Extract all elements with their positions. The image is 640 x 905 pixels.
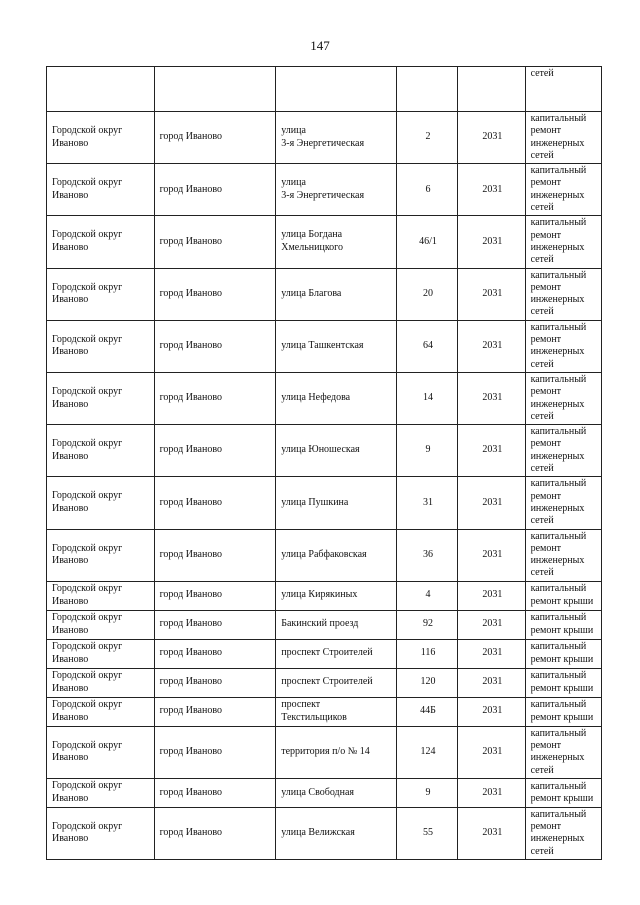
year-cell: 2031	[458, 216, 525, 268]
city-cell: город Иваново	[154, 164, 276, 216]
year-cell: 2031	[458, 668, 525, 697]
table-row	[47, 581, 602, 610]
table-row	[47, 668, 602, 697]
street-cell: улица Велижская	[276, 807, 397, 859]
year-cell: 2031	[458, 112, 525, 164]
table-row	[47, 268, 602, 320]
street-cell: улица 3-я Энергетическая	[276, 164, 397, 216]
work-type-cell: капитальный ремонт инженерных сетей	[525, 529, 601, 581]
table-row	[47, 164, 602, 216]
municipality-cell: Городской округ Иваново	[47, 581, 155, 610]
repair-schedule-table	[46, 66, 602, 860]
city-cell: город Иваново	[154, 610, 276, 639]
table-row	[47, 778, 602, 807]
street-cell: улица Ташкентская	[276, 320, 397, 372]
street-cell: улица Кирякиных	[276, 581, 397, 610]
work-type-cell: капитальный ремонт крыши	[525, 778, 601, 807]
municipality-cell: Городской округ Иваново	[47, 164, 155, 216]
street-cell: улица Пушкина	[276, 477, 397, 529]
house-number-cell: 9	[396, 778, 457, 807]
city-cell: город Иваново	[154, 697, 276, 726]
year-cell: 2031	[458, 164, 525, 216]
street-cell: Бакинский проезд	[276, 610, 397, 639]
street-cell: улица Рабфаковская	[276, 529, 397, 581]
street-cell: улица Нефедова	[276, 372, 397, 424]
city-cell: город Иваново	[154, 425, 276, 477]
city-cell: город Иваново	[154, 372, 276, 424]
municipality-cell: Городской округ Иваново	[47, 372, 155, 424]
street-cell: улица Свободная	[276, 778, 397, 807]
house-number-cell: 44Б	[396, 697, 457, 726]
city-cell: город Иваново	[154, 639, 276, 668]
house-number-cell: 31	[396, 477, 457, 529]
table-row	[47, 529, 602, 581]
municipality-cell: Городской округ Иваново	[47, 425, 155, 477]
year-cell: 2031	[458, 778, 525, 807]
municipality-cell: Городской округ Иваново	[47, 697, 155, 726]
work-type-cell: капитальный ремонт крыши	[525, 639, 601, 668]
street-cell	[276, 67, 397, 112]
city-cell: город Иваново	[154, 778, 276, 807]
table-row	[47, 425, 602, 477]
work-type-cell: капитальный ремонт инженерных сетей	[525, 425, 601, 477]
table-row	[47, 807, 602, 859]
house-number-cell: 64	[396, 320, 457, 372]
city-cell: город Иваново	[154, 268, 276, 320]
house-number-cell: 2	[396, 112, 457, 164]
house-number-cell: 20	[396, 268, 457, 320]
city-cell: город Иваново	[154, 216, 276, 268]
work-type-cell: сетей	[525, 67, 601, 112]
city-cell: город Иваново	[154, 726, 276, 778]
year-cell: 2031	[458, 697, 525, 726]
year-cell: 2031	[458, 477, 525, 529]
table-row	[47, 320, 602, 372]
municipality-cell: Городской округ Иваново	[47, 807, 155, 859]
municipality-cell: Городской округ Иваново	[47, 778, 155, 807]
table-body	[47, 67, 602, 860]
work-type-cell: капитальный ремонт крыши	[525, 610, 601, 639]
house-number-cell: 116	[396, 639, 457, 668]
house-number-cell: 92	[396, 610, 457, 639]
work-type-cell: капитальный ремонт инженерных сетей	[525, 216, 601, 268]
street-cell: улица Богдана Хмельницкого	[276, 216, 397, 268]
year-cell: 2031	[458, 268, 525, 320]
street-cell: проспект Строителей	[276, 639, 397, 668]
year-cell	[458, 67, 525, 112]
house-number-cell: 4	[396, 581, 457, 610]
street-cell: проспект Текстильщиков	[276, 697, 397, 726]
municipality-cell	[47, 67, 155, 112]
street-cell: территория п/о № 14	[276, 726, 397, 778]
street-cell: улица Юношеская	[276, 425, 397, 477]
municipality-cell: Городской округ Иваново	[47, 112, 155, 164]
work-type-cell: капитальный ремонт инженерных сетей	[525, 268, 601, 320]
city-cell	[154, 67, 276, 112]
work-type-cell: капитальный ремонт инженерных сетей	[525, 807, 601, 859]
work-type-cell: капитальный ремонт инженерных сетей	[525, 726, 601, 778]
year-cell: 2031	[458, 807, 525, 859]
house-number-cell: 9	[396, 425, 457, 477]
work-type-cell: капитальный ремонт крыши	[525, 697, 601, 726]
continuation-row	[47, 67, 602, 112]
table-row	[47, 726, 602, 778]
year-cell: 2031	[458, 529, 525, 581]
house-number-cell: 36	[396, 529, 457, 581]
city-cell: город Иваново	[154, 477, 276, 529]
municipality-cell: Городской округ Иваново	[47, 639, 155, 668]
page-number: 147	[310, 38, 330, 53]
house-number-cell: 120	[396, 668, 457, 697]
city-cell: город Иваново	[154, 529, 276, 581]
house-number-cell: 14	[396, 372, 457, 424]
street-cell: улица 3-я Энергетическая	[276, 112, 397, 164]
year-cell: 2031	[458, 726, 525, 778]
municipality-cell: Городской округ Иваново	[47, 268, 155, 320]
year-cell: 2031	[458, 639, 525, 668]
year-cell: 2031	[458, 425, 525, 477]
house-number-cell: 6	[396, 164, 457, 216]
municipality-cell: Городской округ Иваново	[47, 726, 155, 778]
table-row	[47, 477, 602, 529]
year-cell: 2031	[458, 372, 525, 424]
work-type-cell: капитальный ремонт инженерных сетей	[525, 477, 601, 529]
city-cell: город Иваново	[154, 668, 276, 697]
house-number-cell: 124	[396, 726, 457, 778]
table-row	[47, 610, 602, 639]
table-row	[47, 216, 602, 268]
street-cell: улица Благова	[276, 268, 397, 320]
work-type-cell: капитальный ремонт крыши	[525, 668, 601, 697]
table-row	[47, 372, 602, 424]
municipality-cell: Городской округ Иваново	[47, 668, 155, 697]
work-type-cell: капитальный ремонт инженерных сетей	[525, 372, 601, 424]
city-cell: город Иваново	[154, 581, 276, 610]
table-row	[47, 697, 602, 726]
work-type-cell: капитальный ремонт инженерных сетей	[525, 320, 601, 372]
house-number-cell: 46/1	[396, 216, 457, 268]
municipality-cell: Городской округ Иваново	[47, 477, 155, 529]
municipality-cell: Городской округ Иваново	[47, 216, 155, 268]
year-cell: 2031	[458, 610, 525, 639]
municipality-cell: Городской округ Иваново	[47, 529, 155, 581]
work-type-cell: капитальный ремонт инженерных сетей	[525, 112, 601, 164]
house-number-cell: 55	[396, 807, 457, 859]
work-type-cell: капитальный ремонт крыши	[525, 581, 601, 610]
city-cell: город Иваново	[154, 320, 276, 372]
city-cell: город Иваново	[154, 112, 276, 164]
municipality-cell: Городской округ Иваново	[47, 320, 155, 372]
city-cell: город Иваново	[154, 807, 276, 859]
house-number-cell	[396, 67, 457, 112]
year-cell: 2031	[458, 320, 525, 372]
table-row	[47, 639, 602, 668]
table-row	[47, 112, 602, 164]
street-cell: проспект Строителей	[276, 668, 397, 697]
year-cell: 2031	[458, 581, 525, 610]
municipality-cell: Городской округ Иваново	[47, 610, 155, 639]
work-type-cell: капитальный ремонт инженерных сетей	[525, 164, 601, 216]
